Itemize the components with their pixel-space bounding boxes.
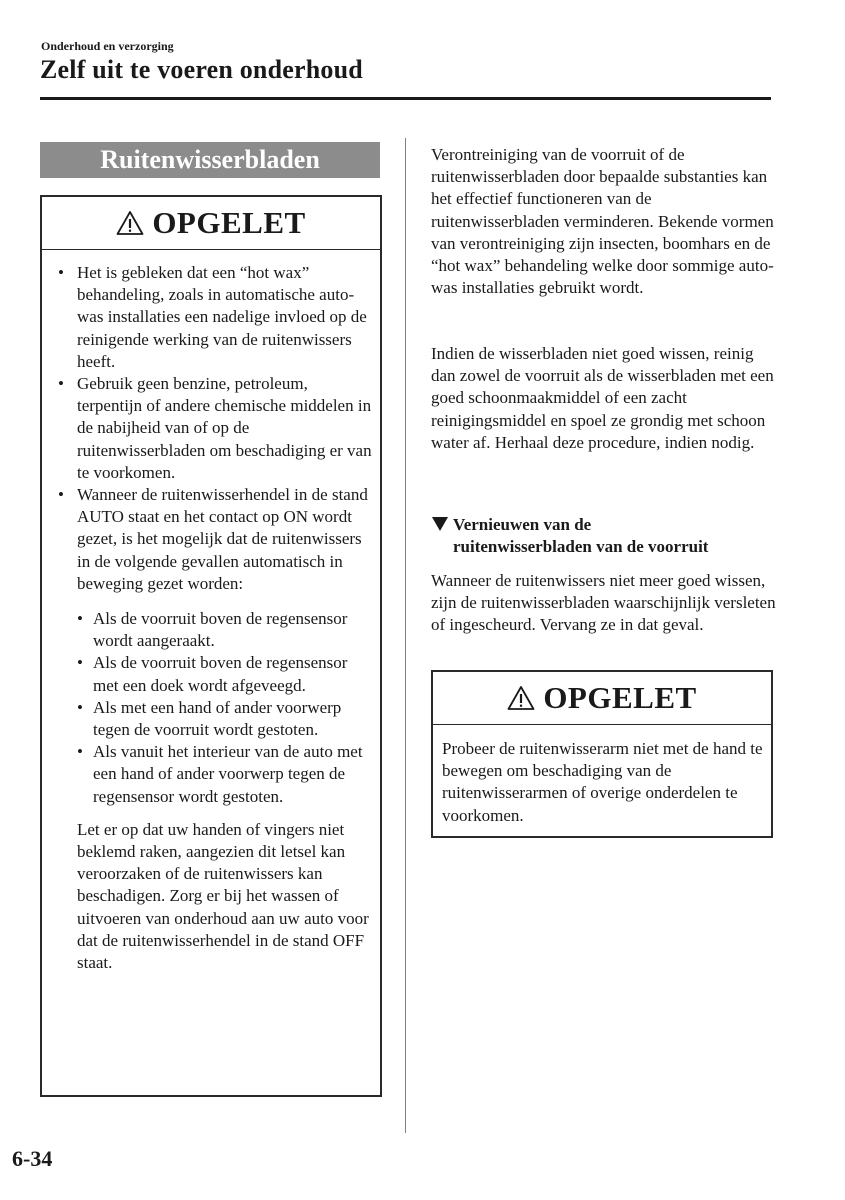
page-number: 6-34: [12, 1146, 53, 1171]
subheading-line-2: ruitenwisserbladen van de voorruit: [453, 537, 709, 557]
caution-note: Let er op dat uw handen of vingers niet beklemd raken, aangezien dit letsel kan veroorzaken of de ruitenwissers kan beschadigen. Zorg er bij het wassen of uitvoeren van onderhoud aan uw auto voor dat de ruitenwisserhendel in de stand OFF staat.: [77, 819, 369, 973]
caution-header-right: [433, 672, 771, 725]
paragraph-cleaning: Indien de wisserbladen niet goed wissen, reinig dan zowel de voorruit als de wisserbladen met een goed schoonmaakmiddel of een zacht reinigingsmiddel en spoel ze grondig met schoon water af. Herhaal deze procedure, indien nodig.: [431, 344, 774, 452]
caution-box-right: [431, 670, 773, 838]
caution-bullet: • Gebruik geen benzine, petroleum, terpentijn of andere chemische middelen in de nabijheid van of op de ruitenwisserbladen om beschadiging er van te voorkomen.: [58, 373, 374, 484]
paragraph-replace: Wanneer de ruitenwissers niet meer goed wissen, zijn de ruitenwisserbladen waarschijnlijk versleten of ingescheurd. Vervang ze in dat geval.: [431, 571, 776, 635]
warning-triangle-icon: [116, 210, 144, 236]
caution-sub-bullet: • Als de voorruit boven de regensensor wordt aangeraakt.: [58, 608, 374, 652]
subheading-replace-blades: [431, 514, 781, 558]
caution-sub-bullet: • Als vanuit het interieur van de auto met een hand of ander voorwerp tegen de regensensor wordt gestoten.: [58, 741, 374, 808]
section-label: Onderhoud en verzorging: [41, 39, 174, 53]
page-title: Zelf uit te voeren onderhoud: [40, 55, 363, 84]
caution-heading-left: OPGELET: [152, 205, 306, 240]
column-divider: [405, 138, 406, 1133]
caution-sub-bullet: • Als met een hand of ander voorwerp tegen de voorruit wordt gestoten.: [58, 697, 374, 741]
caution-bullet: [58, 484, 374, 595]
paragraph-contamination: Verontreiniging van de voorruit of de ruitenwisserbladen door bepaalde substanties kan het effectief functioneren van de ruitenwisserbladen verminderen. Bekende vormen van verontreiniging zijn insecten, boomhars en de “hot wax” behandeling welke door sommige auto-was installaties gebruikt wordt.: [431, 145, 774, 298]
caution-box-left: [40, 195, 382, 1097]
caution-heading-right: OPGELET: [543, 680, 697, 715]
down-triangle-icon: [431, 516, 449, 532]
caution-body-left: [42, 250, 380, 974]
caution-sub-bullet-list: [58, 608, 374, 808]
caution-bullet-list: [58, 262, 374, 595]
caution-body-right: Probeer de ruitenwisserarm niet met de hand te bewegen om beschadiging van de ruitenwisserarmen of overige onderdelen te voorkomen.: [442, 739, 763, 825]
caution-header-left: [42, 197, 380, 250]
title-rule: [40, 97, 771, 100]
caution-bullet: • Het is gebleken dat een “hot wax” behandeling, zoals in automatische auto-was installaties een nadelige invloed op de reinigende werking van de ruitenwissers heeft.: [58, 262, 374, 373]
subheading-line-1: Vernieuwen van de: [453, 515, 592, 534]
topic-heading: Ruitenwisserbladen: [40, 142, 380, 178]
caution-bullet-text: Wanneer de ruitenwisserhendel in de stand AUTO staat en het contact op ON wordt gezet, is het mogelijk dat de ruitenwissers in de volgende gevallen automatisch in beweging gezet worden:: [77, 485, 368, 593]
caution-sub-bullet: • Als de voorruit boven de regensensor met een doek wordt afgeveegd.: [58, 652, 374, 696]
warning-triangle-icon: [507, 685, 535, 711]
